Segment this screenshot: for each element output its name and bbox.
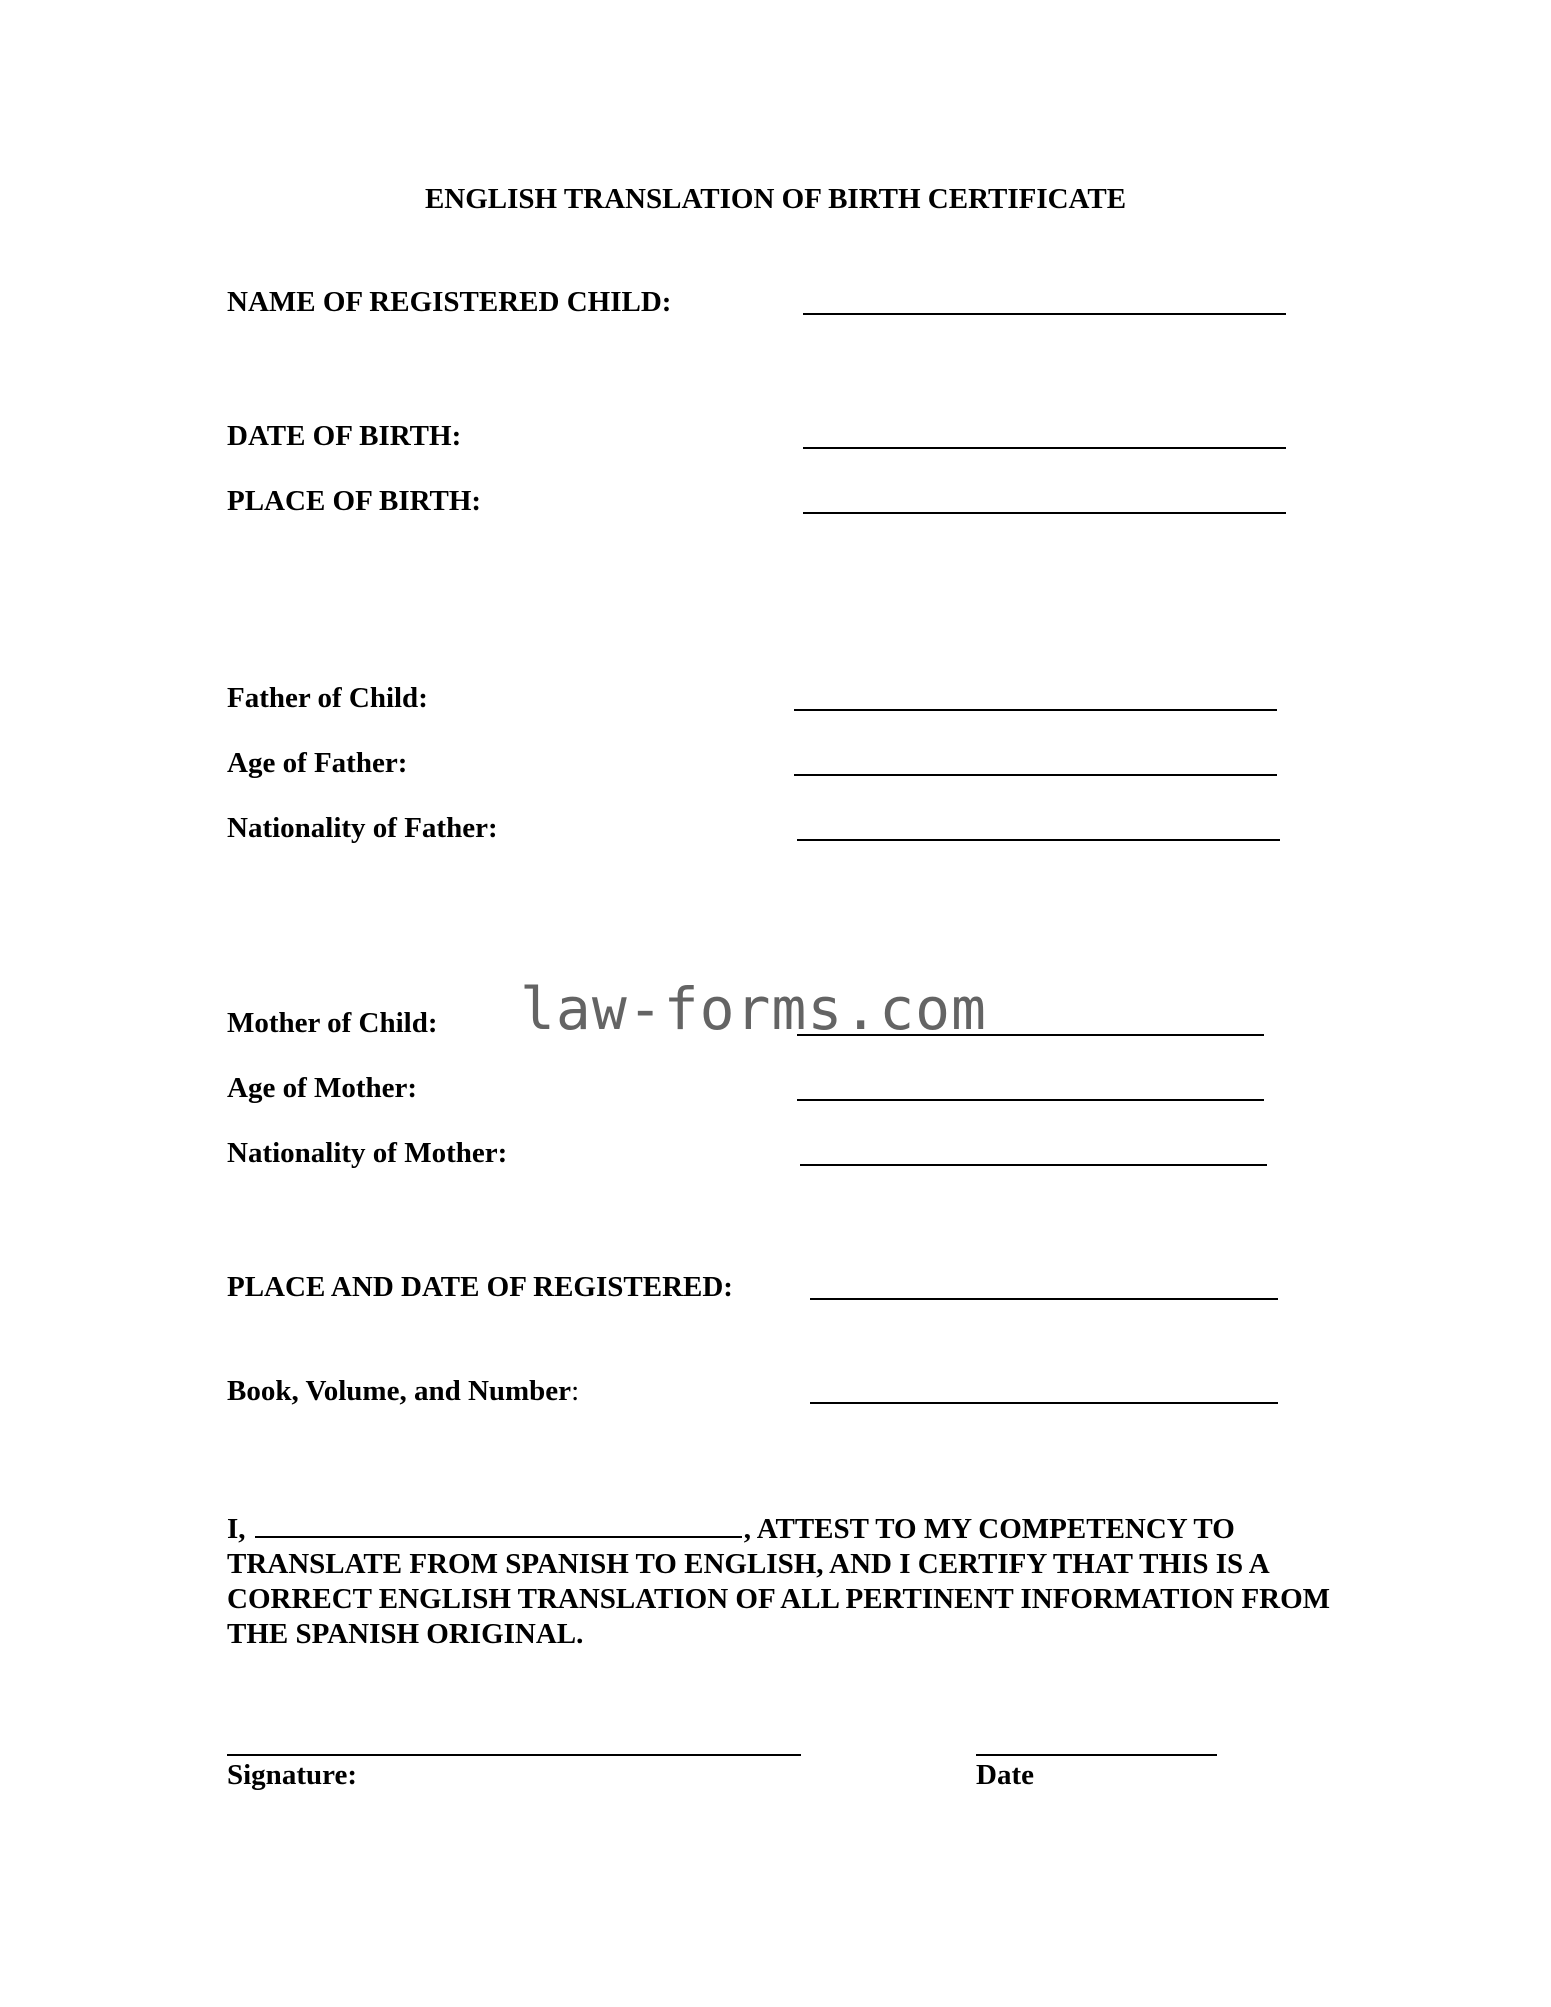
mother-nationality-field[interactable]: [800, 1164, 1267, 1166]
attestation-text: , ATTEST TO MY COMPETENCY TO TRANSLATE FROM SPANISH TO ENGLISH, AND I CERTIFY THAT THIS IS A CORRECT ENGLISH TRANSLATION OF ALL PERTINENT INFORMATION FROM THE SPANISH ORIGINAL.: [227, 1513, 1331, 1650]
mother-age-label: Age of Mother:: [227, 1072, 418, 1104]
attestation-prefix: I,: [227, 1513, 246, 1545]
date-of-birth-field[interactable]: [803, 447, 1286, 449]
father-field[interactable]: [794, 709, 1277, 711]
mother-label: Mother of Child:: [227, 1007, 438, 1039]
book-volume-number-text: Book, Volume, and Number: [227, 1375, 572, 1407]
date-line[interactable]: [976, 1754, 1217, 1756]
book-volume-number-colon: :: [571, 1375, 580, 1407]
watermark-text: law-forms.com: [520, 975, 987, 1043]
father-age-field[interactable]: [794, 774, 1277, 776]
place-of-birth-label: PLACE OF BIRTH:: [227, 485, 482, 517]
date-label: Date: [976, 1759, 1034, 1791]
place-date-registered-label: PLACE AND DATE OF REGISTERED:: [227, 1271, 733, 1303]
child-name-label: NAME OF REGISTERED CHILD:: [227, 286, 672, 318]
father-nationality-field[interactable]: [797, 839, 1280, 841]
document-title: ENGLISH TRANSLATION OF BIRTH CERTIFICATE: [424, 183, 1127, 215]
signature-line[interactable]: [227, 1754, 801, 1756]
book-volume-number-field[interactable]: [810, 1402, 1278, 1404]
date-of-birth-label: DATE OF BIRTH:: [227, 420, 462, 452]
place-of-birth-field[interactable]: [803, 512, 1286, 514]
signature-label: Signature:: [227, 1759, 357, 1791]
translator-name-field[interactable]: [255, 1512, 742, 1538]
book-volume-number-label: [227, 1374, 579, 1408]
father-nationality-label: Nationality of Father:: [227, 812, 498, 844]
father-label: Father of Child:: [227, 682, 428, 714]
father-age-label: Age of Father:: [227, 747, 408, 779]
mother-nationality-label: Nationality of Mother:: [227, 1137, 508, 1169]
mother-field[interactable]: [797, 1034, 1264, 1036]
mother-age-field[interactable]: [797, 1099, 1264, 1101]
child-name-field[interactable]: [803, 313, 1286, 315]
place-date-registered-field[interactable]: [810, 1298, 1278, 1300]
attestation-paragraph: [227, 1512, 1347, 1652]
